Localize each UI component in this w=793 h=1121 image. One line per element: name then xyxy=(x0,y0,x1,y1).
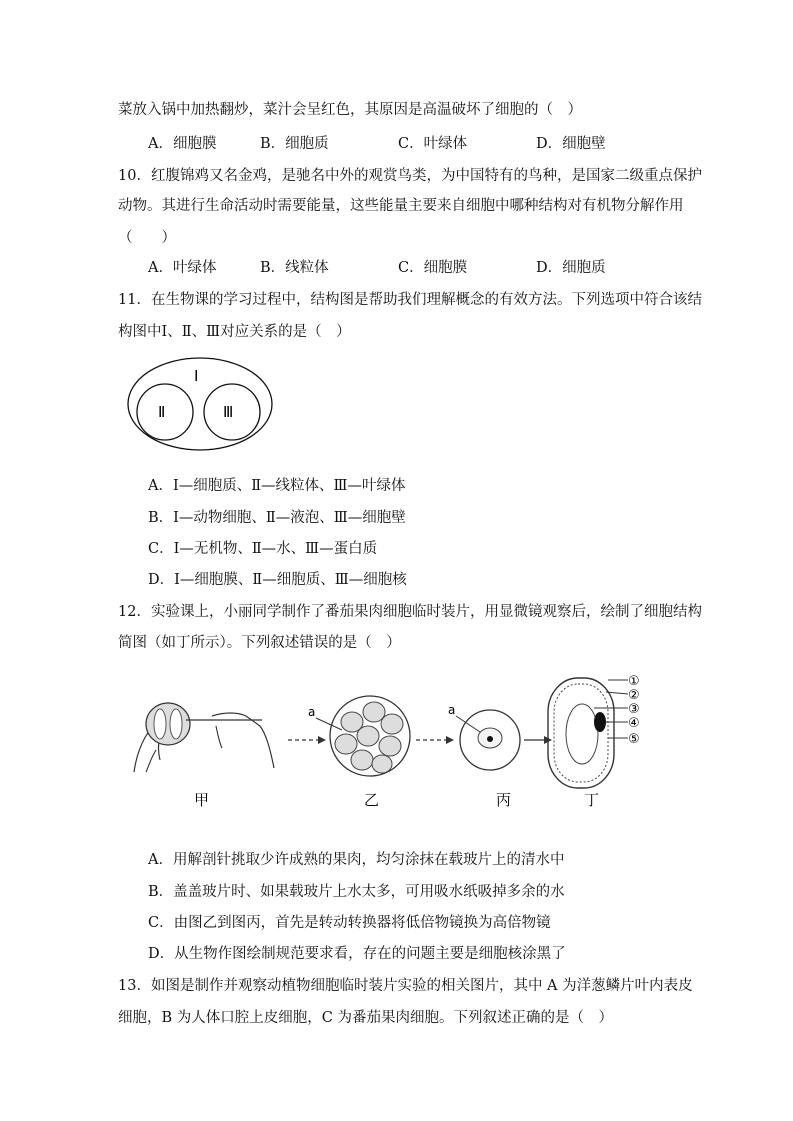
panel-bing-cell xyxy=(448,703,520,770)
q11-option-b: B．Ⅰ—动物细胞、Ⅱ—液泡、Ⅲ—细胞壁 xyxy=(148,510,406,526)
panel-yi-cells xyxy=(308,696,410,776)
q12-option-a: A．用解剖针挑取少许成熟的果肉，均匀涂抹在载玻片上的清水中 xyxy=(148,852,565,868)
q11-option-c: C．Ⅰ—无机物、Ⅱ—水、Ⅲ—蛋白质 xyxy=(148,541,378,557)
q10-option-a: A．叶绿体 xyxy=(148,260,217,276)
q9-option-b: B．细胞质 xyxy=(260,136,329,152)
label-outer: Ⅰ xyxy=(194,367,199,385)
q13-line-2: 细胞，B 为人体口腔上皮细胞，C 为番茄果肉细胞。下列叙述正确的是（ ） xyxy=(118,1010,613,1026)
caption-yi: 乙 xyxy=(364,791,380,809)
q12-figure xyxy=(120,664,680,814)
q11-structure-diagram xyxy=(124,354,278,454)
label-right: Ⅲ xyxy=(223,403,234,421)
svg-text:③: ③ xyxy=(628,702,640,717)
svg-text:a: a xyxy=(448,703,456,717)
svg-text:⑤: ⑤ xyxy=(628,732,640,747)
q10-option-c: C．细胞膜 xyxy=(398,260,468,276)
q10-option-d: D．细胞质 xyxy=(536,260,606,276)
q10-line-3: （ ） xyxy=(118,230,176,246)
q9-option-a: A．细胞膜 xyxy=(148,136,217,152)
svg-text:④: ④ xyxy=(628,716,640,731)
panel-ding-cell-diagram xyxy=(548,674,640,788)
outer-ellipse xyxy=(128,358,272,450)
q10-line-1: 10．红腹锦鸡又名金鸡，是驰名中外的观赏鸟类，为中国特有的鸟种，是国家二级重点保护 xyxy=(118,168,702,184)
q12-line-2: 简图（如丁所示）。下列叙述错误的是（ ） xyxy=(118,635,401,651)
q9-option-c: C．叶绿体 xyxy=(398,136,468,152)
q12-option-b: B．盖盖玻片时、如果载玻片上水太多，可用吸水纸吸掉多余的水 xyxy=(148,884,565,900)
caption-ding: 丁 xyxy=(584,791,600,809)
svg-text:②: ② xyxy=(628,688,640,703)
panel-jia-hands xyxy=(134,703,274,772)
tomato-half xyxy=(146,703,190,745)
q11-option-d: D．Ⅰ—细胞膜、Ⅱ—细胞质、Ⅲ—细胞核 xyxy=(148,572,407,588)
q10-option-b: B．线粒体 xyxy=(260,260,329,276)
label-left: Ⅱ xyxy=(158,403,166,421)
q10-line-2: 动物。其进行生命活动时需要能量，这些能量主要来自细胞中哪种结构对有机物分解作用 xyxy=(118,198,684,214)
q12-option-c: C．由图乙到图丙，首先是转动转换器将低倍物镜换为高倍物镜 xyxy=(148,915,551,931)
q11-line-2: 构图中Ⅰ、Ⅱ、Ⅲ对应关系的是（ ） xyxy=(118,324,351,340)
q13-line-1: 13．如图是制作并观察动植物细胞临时装片实验的相关图片，其中 A 为洋葱鳞片叶内表皮 xyxy=(118,978,693,994)
caption-bing: 丙 xyxy=(496,791,512,809)
q9-option-d: D．细胞壁 xyxy=(536,136,606,152)
q11-option-a: A．Ⅰ—细胞质、Ⅱ—线粒体、Ⅲ—叶绿体 xyxy=(148,478,406,494)
svg-text:a: a xyxy=(308,705,316,719)
svg-text:①: ① xyxy=(628,674,640,689)
q9-text: 菜放入锅中加热翻炒，菜汁会呈红色，其原因是高温破坏了细胞的（ ） xyxy=(118,102,582,118)
q12-option-d: D．从生物作图绘制规范要求看，存在的问题主要是细胞核涂黑了 xyxy=(148,946,566,962)
q11-line-1: 11．在生物课的学习过程中，结构图是帮助我们理解概念的有效方法。下列选项中符合该结 xyxy=(118,292,702,308)
q12-line-1: 12．实验课上，小丽同学制作了番茄果肉细胞临时装片，用显微镜观察后，绘制了细胞结构 xyxy=(118,604,702,620)
caption-jia: 甲 xyxy=(194,791,210,809)
